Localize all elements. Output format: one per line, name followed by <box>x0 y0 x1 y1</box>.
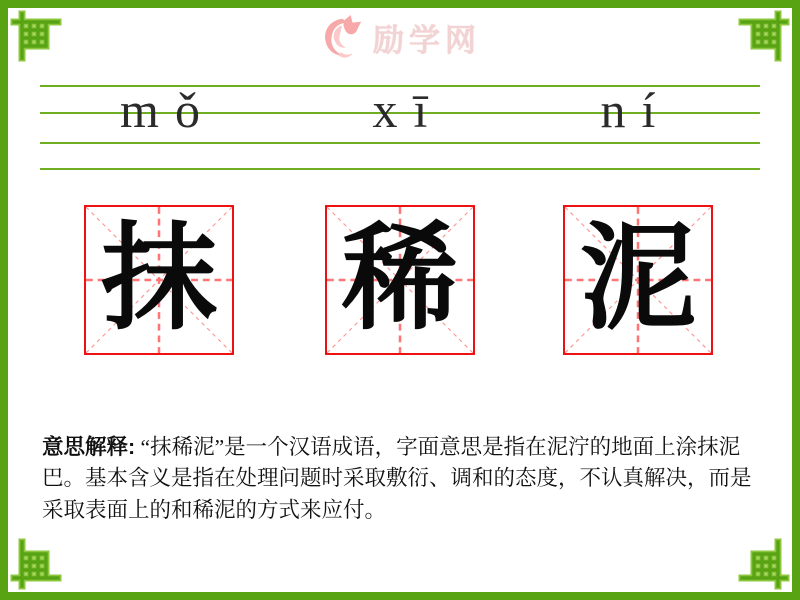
character-practice-box <box>563 205 713 355</box>
pinyin-guide-line <box>40 168 760 170</box>
pinyin-guide-line <box>40 142 760 144</box>
brand-name: 励学网 <box>373 22 481 58</box>
fox-swirl-icon <box>319 14 365 60</box>
pinyin-syllable: xī <box>372 82 444 138</box>
meaning-label: 意思解释: <box>42 434 136 459</box>
corner-ornament-bottom-right <box>734 534 794 594</box>
hanzi-character: 泥 <box>580 216 696 344</box>
brand-watermark <box>0 12 800 62</box>
corner-ornament-bottom-left <box>6 534 66 594</box>
character-practice-box <box>84 205 234 355</box>
hanzi-character: 抹 <box>101 216 217 344</box>
pinyin-syllable: ní <box>600 82 672 138</box>
meaning-paragraph <box>42 432 760 527</box>
meaning-text: “抹稀泥”是一个汉语成语，字面意思是指在泥泞的地面上涂抹泥巴。基本含义是指在处理问题时采取敷衍、调和的态度，不认真解决，而是采取表面上的和稀泥的方式来应付。 <box>42 434 752 522</box>
hanzi-character: 稀 <box>342 216 458 344</box>
character-practice-box <box>325 205 475 355</box>
pinyin-syllable: mǒ <box>120 82 216 138</box>
